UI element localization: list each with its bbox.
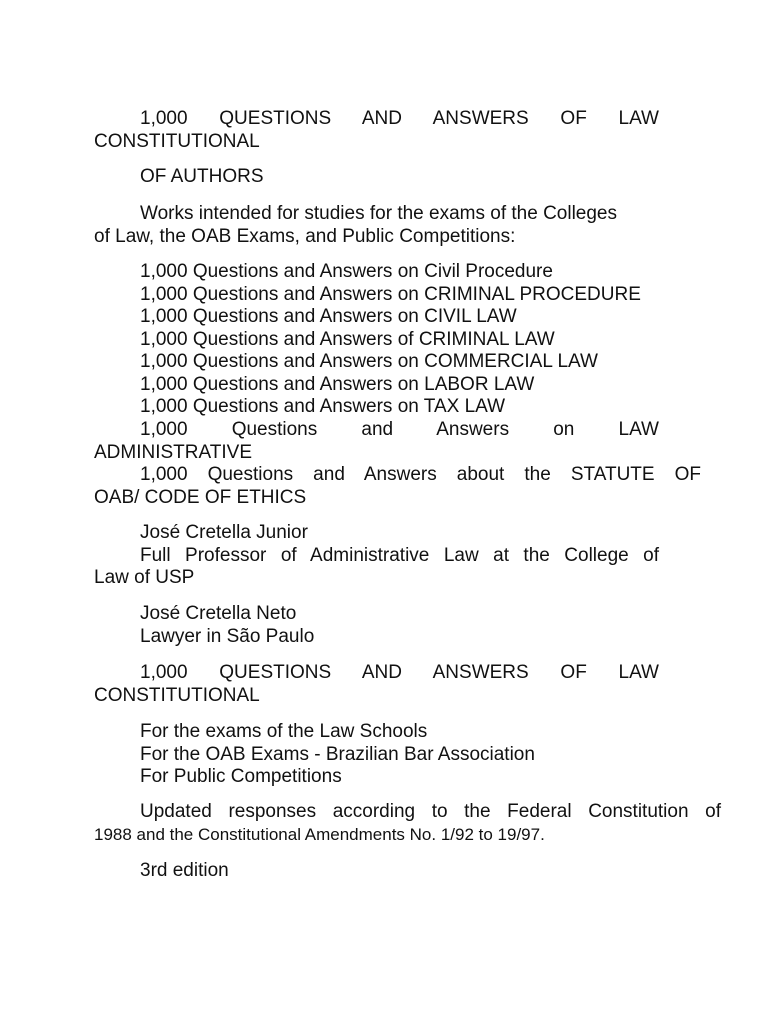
audience-item: For the exams of the Law Schools: [140, 721, 428, 742]
author-neto-role: Lawyer in São Paulo: [140, 625, 315, 647]
edition-text: 3rd edition: [140, 860, 229, 881]
works-list-item: 1,000 Questions and Answers on LABOR LAW: [140, 373, 535, 395]
book-title-repeat: [94, 662, 659, 707]
author-junior-name: José Cretella Junior: [140, 522, 308, 543]
works-list-item-admin: [94, 419, 659, 464]
works-list-item: 1,000 Questions and Answers on COMMERCIAL LAW: [140, 351, 598, 372]
works-list-item: 1,000 Questions and Answers of CRIMINAL LAW: [140, 328, 555, 350]
author-neto-name: José Cretella Neto: [140, 603, 297, 624]
works-list-item-statute: [94, 464, 701, 509]
works-list: [94, 261, 641, 419]
works-statute-line-1: 1,000 Questions and Answers about the STATUTE OF: [140, 464, 701, 485]
author-junior: [94, 522, 659, 590]
audience-item: For the OAB Exams - Brazilian Bar Association: [140, 743, 535, 765]
book-title: [94, 108, 659, 153]
works-list-item: 1,000 Questions and Answers on TAX LAW: [140, 396, 506, 417]
update-note: [94, 801, 721, 846]
book-title-repeat-line-2: CONSTITUTIONAL: [94, 684, 260, 706]
update-note-line-1: Updated responses according to the Federal Constitution of: [140, 801, 721, 822]
book-title-line-1: 1,000 QUESTIONS AND ANSWERS OF LAW: [140, 108, 659, 129]
author-junior-role-line-2: Law of USP: [94, 567, 195, 588]
book-title-line-2: CONSTITUTIONAL: [94, 130, 260, 152]
intro-line-1: Works intended for studies for the exams of the Colleges: [140, 203, 618, 224]
of-authors-text: OF AUTHORS: [140, 166, 264, 187]
intro-line-2: of Law, the OAB Exams, and Public Competitions:: [94, 225, 516, 247]
works-list-item: 1,000 Questions and Answers on Civil Procedure: [140, 261, 553, 282]
works-admin-line-2: ADMINISTRATIVE: [94, 441, 252, 463]
edition: [94, 860, 229, 883]
works-admin-line-1: 1,000 Questions and Answers on LAW: [140, 419, 659, 440]
book-title-repeat-line-1: 1,000 QUESTIONS AND ANSWERS OF LAW: [140, 662, 659, 683]
audience-item: For Public Competitions: [140, 766, 342, 787]
works-list-item: 1,000 Questions and Answers on CIVIL LAW: [140, 306, 517, 327]
update-note-line-2: 1988 and the Constitutional Amendments No. 1/92 to 19/97.: [94, 824, 545, 844]
audience-list: [94, 721, 535, 789]
of-authors-heading: [94, 166, 264, 189]
author-neto: [94, 603, 314, 648]
works-statute-line-2: OAB/ CODE OF ETHICS: [94, 486, 307, 508]
works-list-item: 1,000 Questions and Answers on CRIMINAL PROCEDURE: [140, 283, 641, 305]
author-junior-role-line-1: Full Professor of Administrative Law at the College of: [140, 544, 659, 566]
intro-paragraph: [94, 203, 617, 248]
